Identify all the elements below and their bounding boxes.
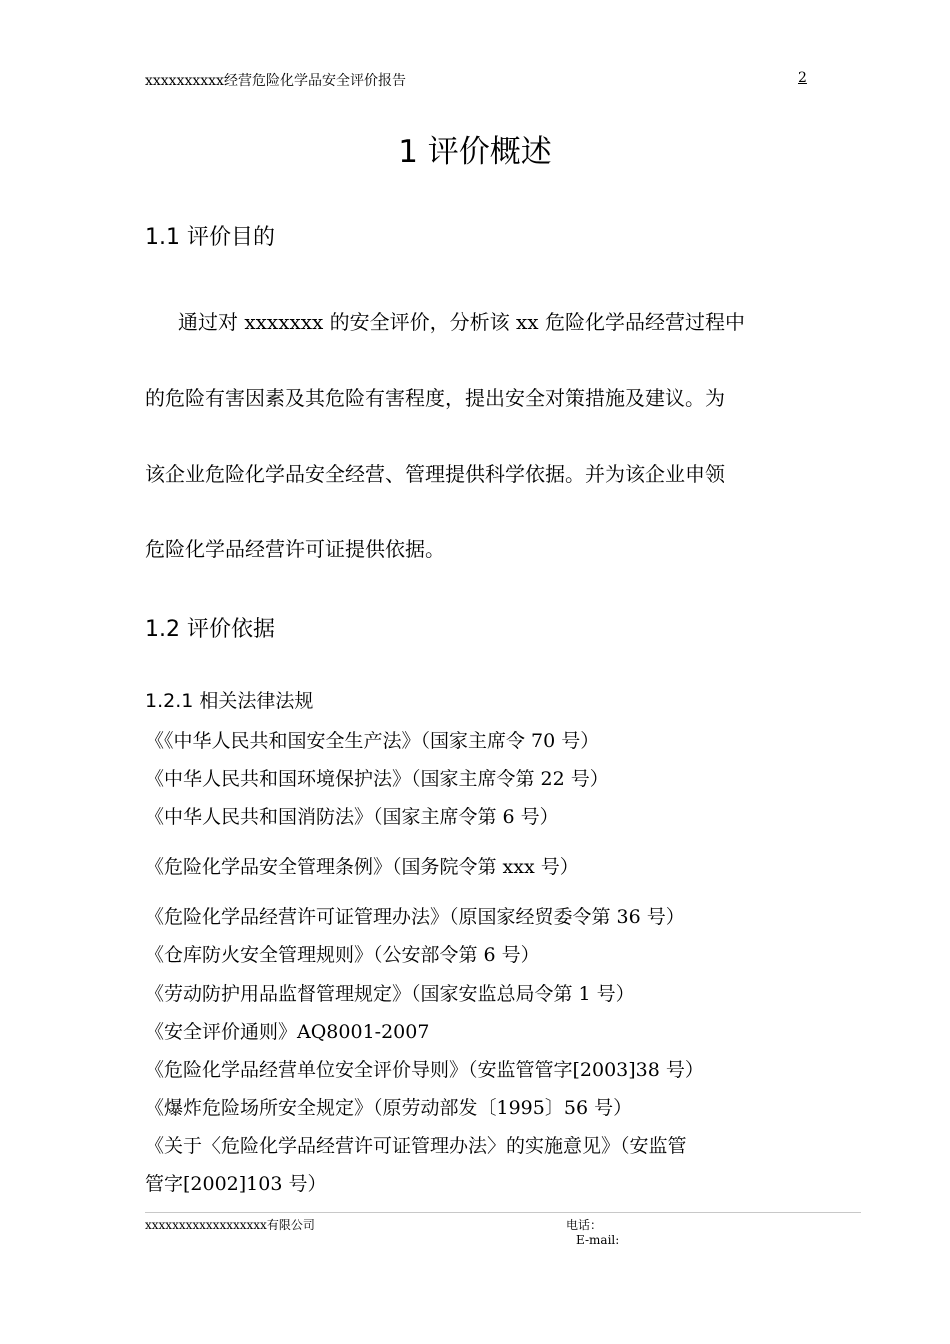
footer-email-label: E-mail: bbox=[576, 1233, 620, 1247]
law-item: 《危险化学品安全管理条例》（国务院令第 xxx 号） bbox=[145, 856, 579, 878]
law-item: 《中华人民共和国环境保护法》（国家主席令第 22 号） bbox=[145, 768, 609, 790]
footer-company: xxxxxxxxxxxxxxxxxx有限公司 bbox=[145, 1218, 315, 1232]
subsection-title-laws: 1.2.1 相关法律法规 bbox=[145, 690, 314, 712]
footer-divider bbox=[145, 1212, 861, 1213]
paragraph-line: 该企业危险化学品安全经营、管理提供科学依据。并为该企业申领 bbox=[145, 462, 725, 486]
law-item: 管字[2002]103 号） bbox=[145, 1173, 327, 1195]
section-title-basis: 1.2 评价依据 bbox=[145, 617, 275, 642]
paragraph-line: 危险化学品经营许可证提供依据。 bbox=[145, 537, 445, 561]
law-item: 《危险化学品经营许可证管理办法》（原国家经贸委令第 36 号） bbox=[145, 906, 685, 928]
law-item: 《关于〈危险化学品经营许可证管理办法〉的实施意见》（安监管 bbox=[145, 1135, 687, 1157]
law-item: 《劳动防护用品监督管理规定》（国家安监总局令第 1 号） bbox=[145, 983, 635, 1005]
law-item: 《《中华人民共和国安全生产法》（国家主席令 70 号） bbox=[145, 730, 600, 752]
paragraph-line: 的危险有害因素及其危险有害程度，提出安全对策措施及建议。为 bbox=[145, 386, 725, 410]
law-item: 《安全评价通则》AQ8001-2007 bbox=[145, 1021, 430, 1043]
section-title-purpose: 1.1 评价目的 bbox=[145, 225, 275, 250]
law-item: 《仓库防火安全管理规则》（公安部令第 6 号） bbox=[145, 944, 540, 966]
law-item: 《危险化学品经营单位安全评价导则》（安监管管字[2003]38 号） bbox=[145, 1059, 704, 1081]
paragraph-line: 通过对 xxxxxxx 的安全评价，分析该 xx 危险化学品经营过程中 bbox=[178, 310, 745, 334]
law-item: 《中华人民共和国消防法》（国家主席令第 6 号） bbox=[145, 806, 559, 828]
header-title: xxxxxxxxxx经营危险化学品安全评价报告 bbox=[145, 73, 406, 89]
chapter-title: 1 评价概述 bbox=[398, 134, 552, 170]
law-item: 《爆炸危险场所安全规定》（原劳动部发〔1995〕56 号） bbox=[145, 1097, 633, 1119]
footer-phone-label: 电话： bbox=[566, 1218, 603, 1232]
page-number: 2 bbox=[798, 70, 807, 86]
